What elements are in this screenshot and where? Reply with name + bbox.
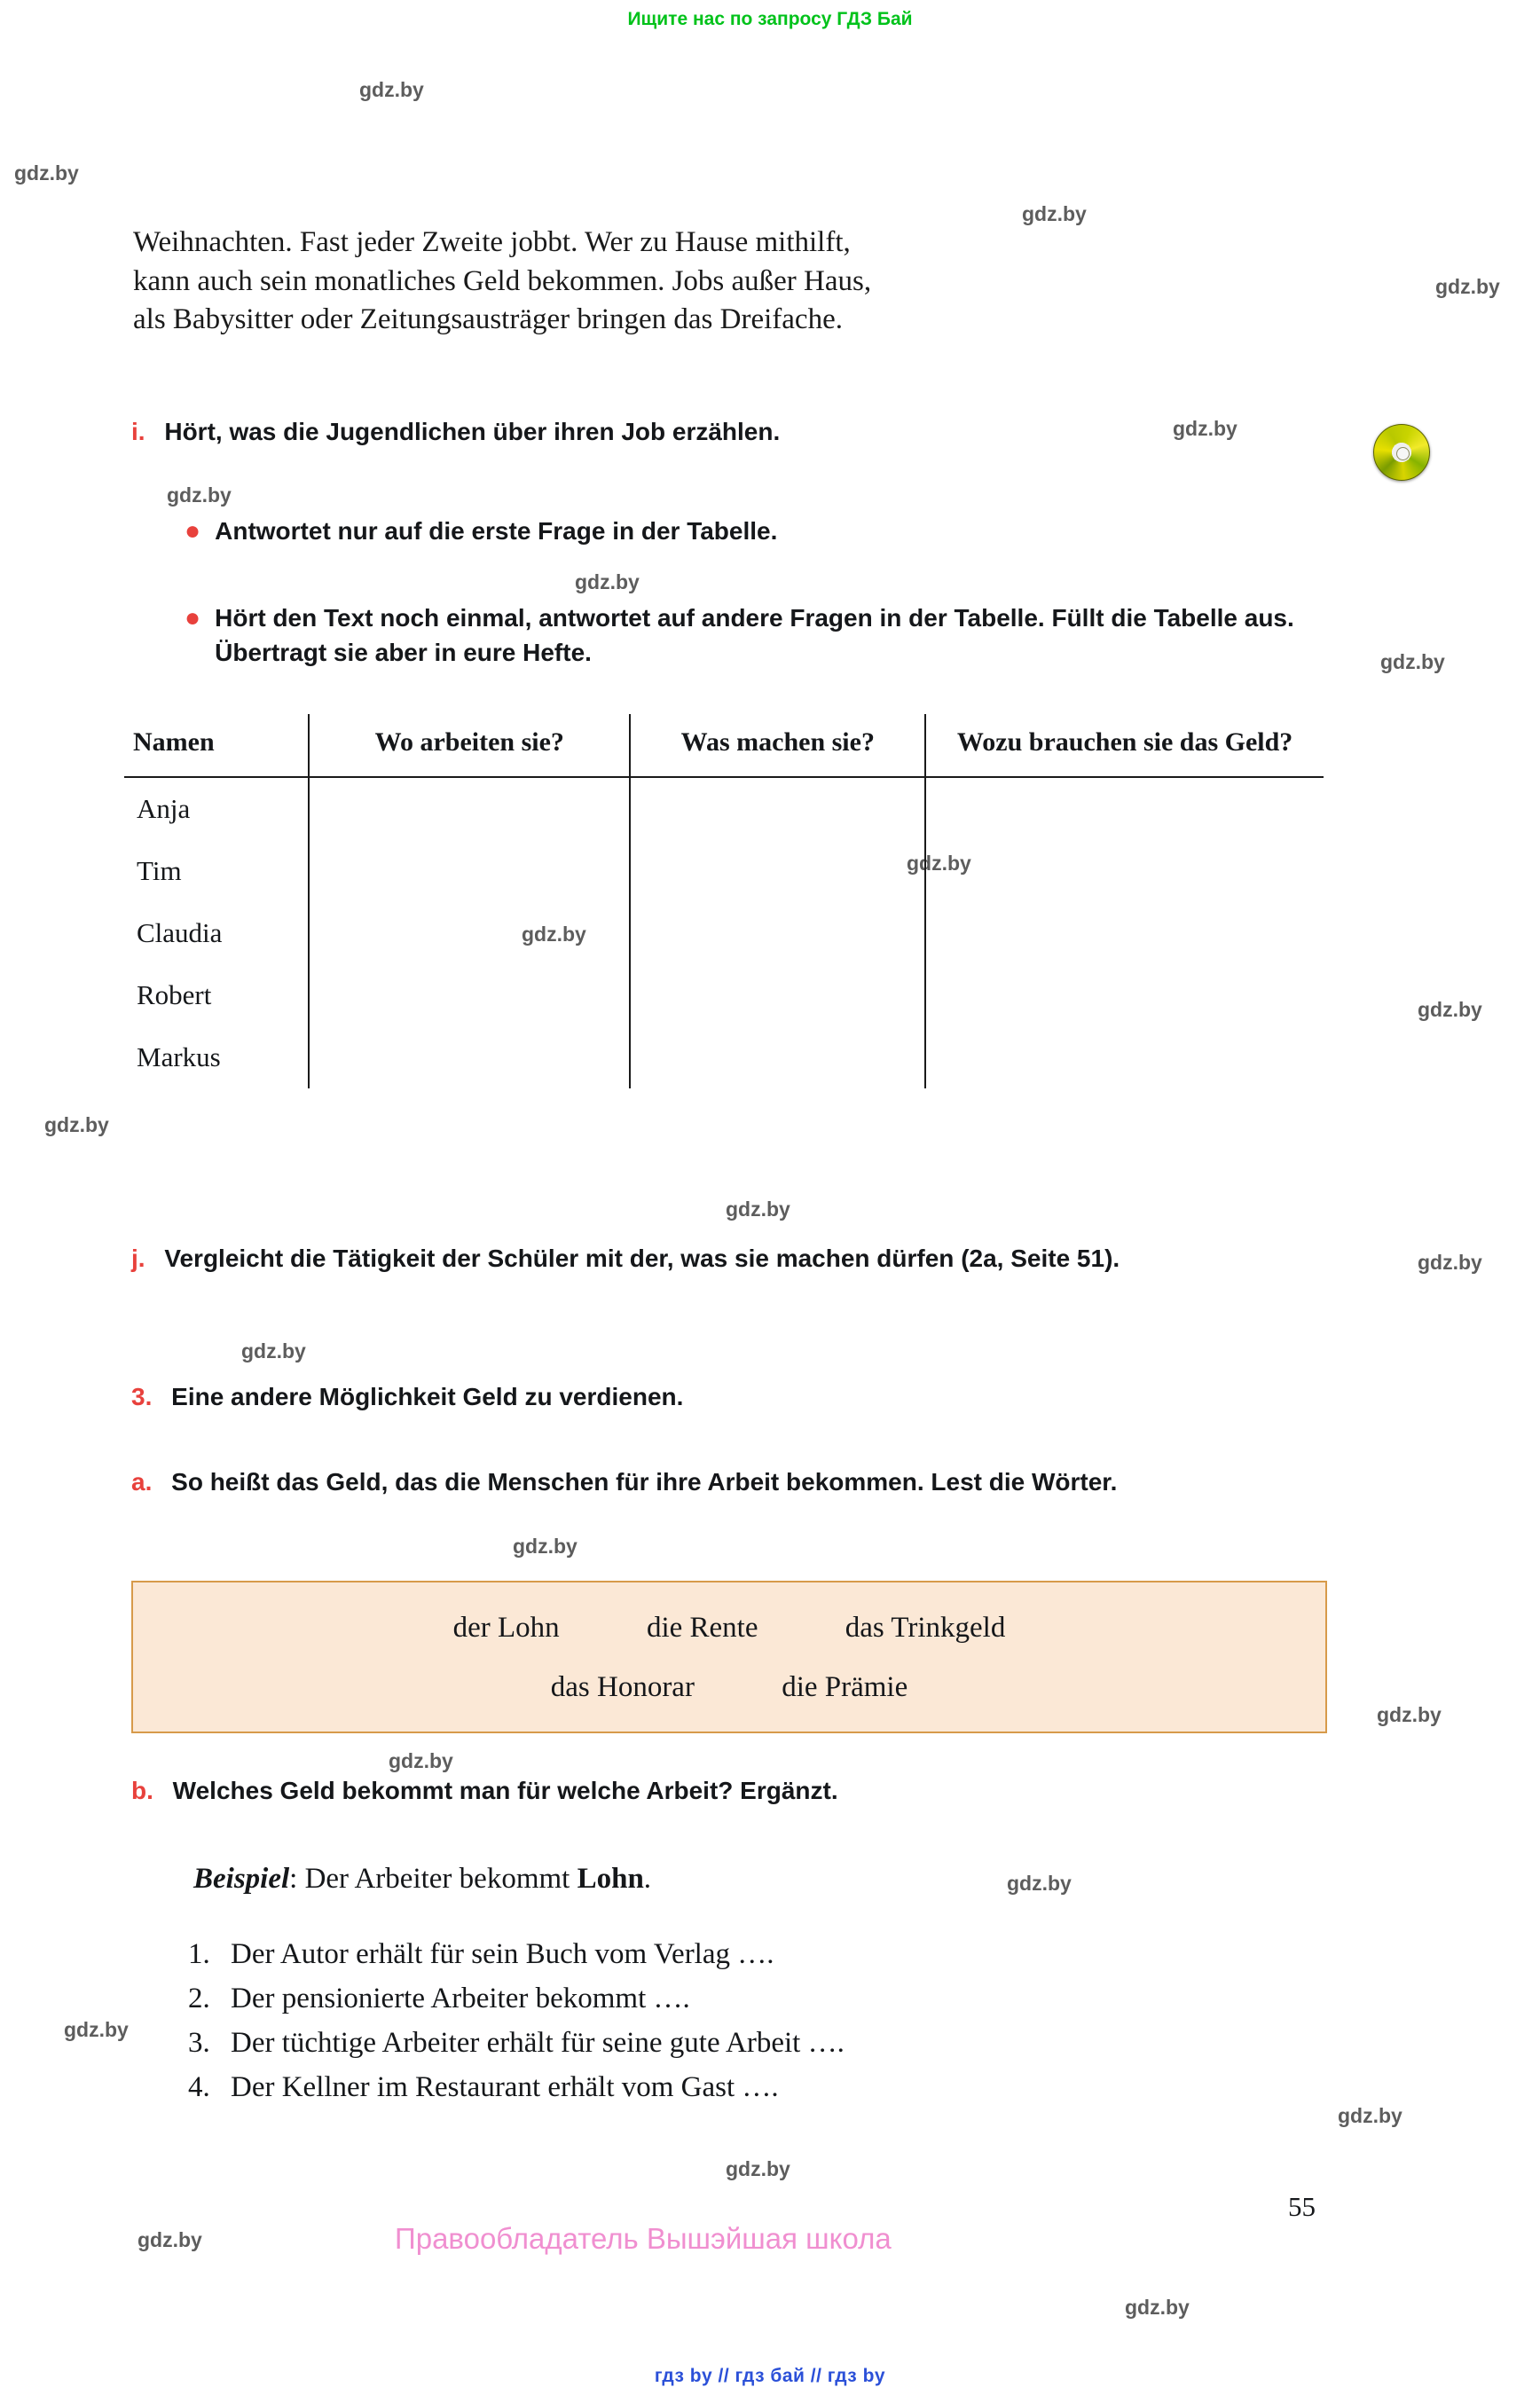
intro-line-3: als Babysitter oder Zeitungsausträger bringen das Dreifache. <box>133 303 843 336</box>
task-3-marker: 3. <box>131 1383 153 1410</box>
table-row <box>124 1026 1324 1088</box>
numbered-exercise-list <box>188 1932 1306 2110</box>
watermark-text: gdz.by <box>1007 1872 1072 1895</box>
task-i-text: Hört, was die Jugendlichen über ihren Job erzählen. <box>164 418 781 445</box>
task-b-text: Welches Geld bekommt man für welche Arbeit? Ergänzt. <box>172 1777 838 1804</box>
list-item-number: 3. <box>188 2027 210 2060</box>
watermark-text: gdz.by <box>1173 417 1238 440</box>
table-header <box>124 714 1324 777</box>
table-cell-name: Anja <box>137 793 191 824</box>
table-cell-was[interactable] <box>630 1026 925 1088</box>
intro-line-2: kann auch sein monatliches Geld bekommen. Jobs außer Haus, <box>133 264 872 297</box>
list-item <box>188 1976 1306 2021</box>
watermark-text: gdz.by <box>167 483 232 507</box>
table-cell-wozu[interactable] <box>925 840 1324 902</box>
table-cell-wo[interactable] <box>309 964 630 1026</box>
task-a-text: So heißt das Geld, das die Menschen für ihre Arbeit bekommen. Lest die Wörter. <box>171 1468 1118 1496</box>
intro-paragraph <box>133 224 1348 340</box>
task-i-bullet-1-text: Antwortet nur auf die erste Frage in der Tabelle. <box>215 517 778 545</box>
word-der-lohn: der Lohn <box>452 1612 560 1644</box>
watermark-text: gdz.by <box>522 923 586 946</box>
table-cell-wo[interactable] <box>309 902 630 964</box>
task-a-marker: a. <box>131 1468 153 1496</box>
watermark-text: gdz.by <box>726 1198 790 1221</box>
list-item-number: 2. <box>188 1983 210 2015</box>
task-j-marker: j. <box>131 1245 145 1272</box>
watermark-text: gdz.by <box>64 2018 129 2041</box>
list-item <box>188 1932 1306 1976</box>
list-item-number: 4. <box>188 2071 210 2104</box>
table-row <box>124 840 1324 902</box>
watermark-text: gdz.by <box>1435 275 1500 298</box>
word-die-praemie: die Prämie <box>782 1671 908 1703</box>
table-cell-wo[interactable] <box>309 777 630 840</box>
example-separator: : <box>289 1863 305 1895</box>
table-row <box>124 964 1324 1026</box>
example-text-after: . <box>643 1863 652 1895</box>
table-row <box>124 777 1324 840</box>
bullet-dot-icon: ● <box>185 603 201 632</box>
task-3 <box>131 1380 1196 1415</box>
list-item-text: Der Autor erhält für sein Buch vom Verlag …. <box>231 1938 774 1970</box>
watermark-text: gdz.by <box>1380 650 1445 673</box>
task-i-marker: i. <box>131 418 145 445</box>
list-item-number: 1. <box>188 1938 210 1970</box>
task-i-bullet-2 <box>185 601 1311 670</box>
example-label: Beispiel <box>193 1863 290 1895</box>
task-b-marker: b. <box>131 1777 153 1804</box>
table-header-row <box>124 714 1324 777</box>
watermark-text: gdz.by <box>1418 1251 1482 1274</box>
table-cell-wo[interactable] <box>309 1026 630 1088</box>
table-cell-name: Robert <box>137 979 212 1010</box>
table-cell-was[interactable] <box>630 964 925 1026</box>
watermark-text: gdz.by <box>14 161 79 185</box>
example-bold-word: Lohn <box>577 1863 644 1895</box>
jobs-table <box>124 714 1324 1088</box>
table-cell-was[interactable] <box>630 902 925 964</box>
table-row <box>124 902 1324 964</box>
watermark-text: gdz.by <box>1338 2104 1402 2127</box>
table-cell-wo[interactable] <box>309 840 630 902</box>
watermark-text: gdz.by <box>1377 1703 1442 1726</box>
table-cell-name: Claudia <box>137 917 223 948</box>
watermark-text: gdz.by <box>1125 2296 1190 2319</box>
table-cell-wozu[interactable] <box>925 902 1324 964</box>
word-das-trinkgeld: das Trinkgeld <box>845 1612 1006 1644</box>
word-bank-box <box>131 1581 1327 1733</box>
list-item-text: Der pensionierte Arbeiter bekommt …. <box>231 1983 690 2015</box>
page-number: 55 <box>1288 2191 1316 2222</box>
table-header-wo-arbeiten: Wo arbeiten sie? <box>309 714 630 777</box>
list-item-text: Der tüchtige Arbeiter erhält für seine gute Arbeit …. <box>231 2027 845 2060</box>
table-cell-was[interactable] <box>630 777 925 840</box>
watermark-text: gdz.by <box>1022 202 1087 225</box>
table-cell-wozu[interactable] <box>925 964 1324 1026</box>
table-header-was-machen: Was machen sie? <box>630 714 925 777</box>
intro-line-1: Weihnachten. Fast jeder Zweite jobbt. Wer zu Hause mithilft, <box>133 226 851 258</box>
list-item-text: Der Kellner im Restaurant erhält vom Gast …. <box>231 2071 779 2104</box>
table-cell-was[interactable] <box>630 840 925 902</box>
list-item <box>188 2065 1306 2109</box>
list-item <box>188 2021 1306 2065</box>
watermark-text: gdz.by <box>575 570 640 593</box>
table-cell-wozu[interactable] <box>925 1026 1324 1088</box>
word-die-rente: die Rente <box>646 1612 758 1644</box>
watermark-text: gdz.by <box>241 1339 306 1362</box>
bottom-promo-banner: гдз by // гдз бай // гдз by <box>654 2366 886 2386</box>
watermark-text: gdz.by <box>726 2157 790 2180</box>
table-header-namen: Namen <box>133 727 215 757</box>
example-text-before: Der Arbeiter bekommt <box>304 1863 578 1895</box>
task-b <box>131 1774 1311 1809</box>
watermark-text: gdz.by <box>44 1113 109 1136</box>
watermark-text: gdz.by <box>359 78 424 101</box>
audio-cd-icon <box>1373 424 1430 481</box>
task-j <box>131 1242 1329 1276</box>
table-header-wozu-brauchen: Wozu brauchen sie das Geld? <box>925 714 1324 777</box>
watermark-text: gdz.by <box>138 2228 202 2251</box>
task-i <box>131 415 1267 450</box>
watermark-text: gdz.by <box>513 1535 578 1558</box>
watermark-text: gdz.by <box>1418 998 1482 1021</box>
top-promo-banner: Ищите нас по запросу ГДЗ Бай <box>627 9 913 29</box>
task-3-text: Eine andere Möglichkeit Geld zu verdienen. <box>171 1383 684 1410</box>
task-j-text: Vergleicht die Tätigkeit der Schüler mit der, was sie machen dürfen (2a, Seite 51). <box>164 1245 1120 1272</box>
example-sentence <box>193 1863 651 1896</box>
watermark-text: gdz.by <box>907 852 971 875</box>
bullet-dot-icon: ● <box>185 516 201 546</box>
word-das-honorar: das Honorar <box>550 1671 695 1703</box>
table-body <box>124 777 1324 1088</box>
task-i-bullet-1 <box>185 514 1320 549</box>
task-a <box>131 1465 1311 1500</box>
table-cell-name: Markus <box>137 1041 221 1072</box>
copyright-notice: Правообладатель Вышэйшая школа <box>395 2222 892 2255</box>
task-i-bullet-2-text: Hört den Text noch einmal, antwortet auf andere Fragen in der Tabelle. Füllt die Tabelle aus. Übertragt sie aber in eure Hefte. <box>215 604 1294 666</box>
watermark-text: gdz.by <box>389 1749 453 1772</box>
table-cell-name: Tim <box>137 855 182 886</box>
word-bank-row-2 <box>133 1671 1325 1704</box>
table-cell-wozu[interactable] <box>925 777 1324 840</box>
word-bank-row-1 <box>133 1612 1325 1645</box>
